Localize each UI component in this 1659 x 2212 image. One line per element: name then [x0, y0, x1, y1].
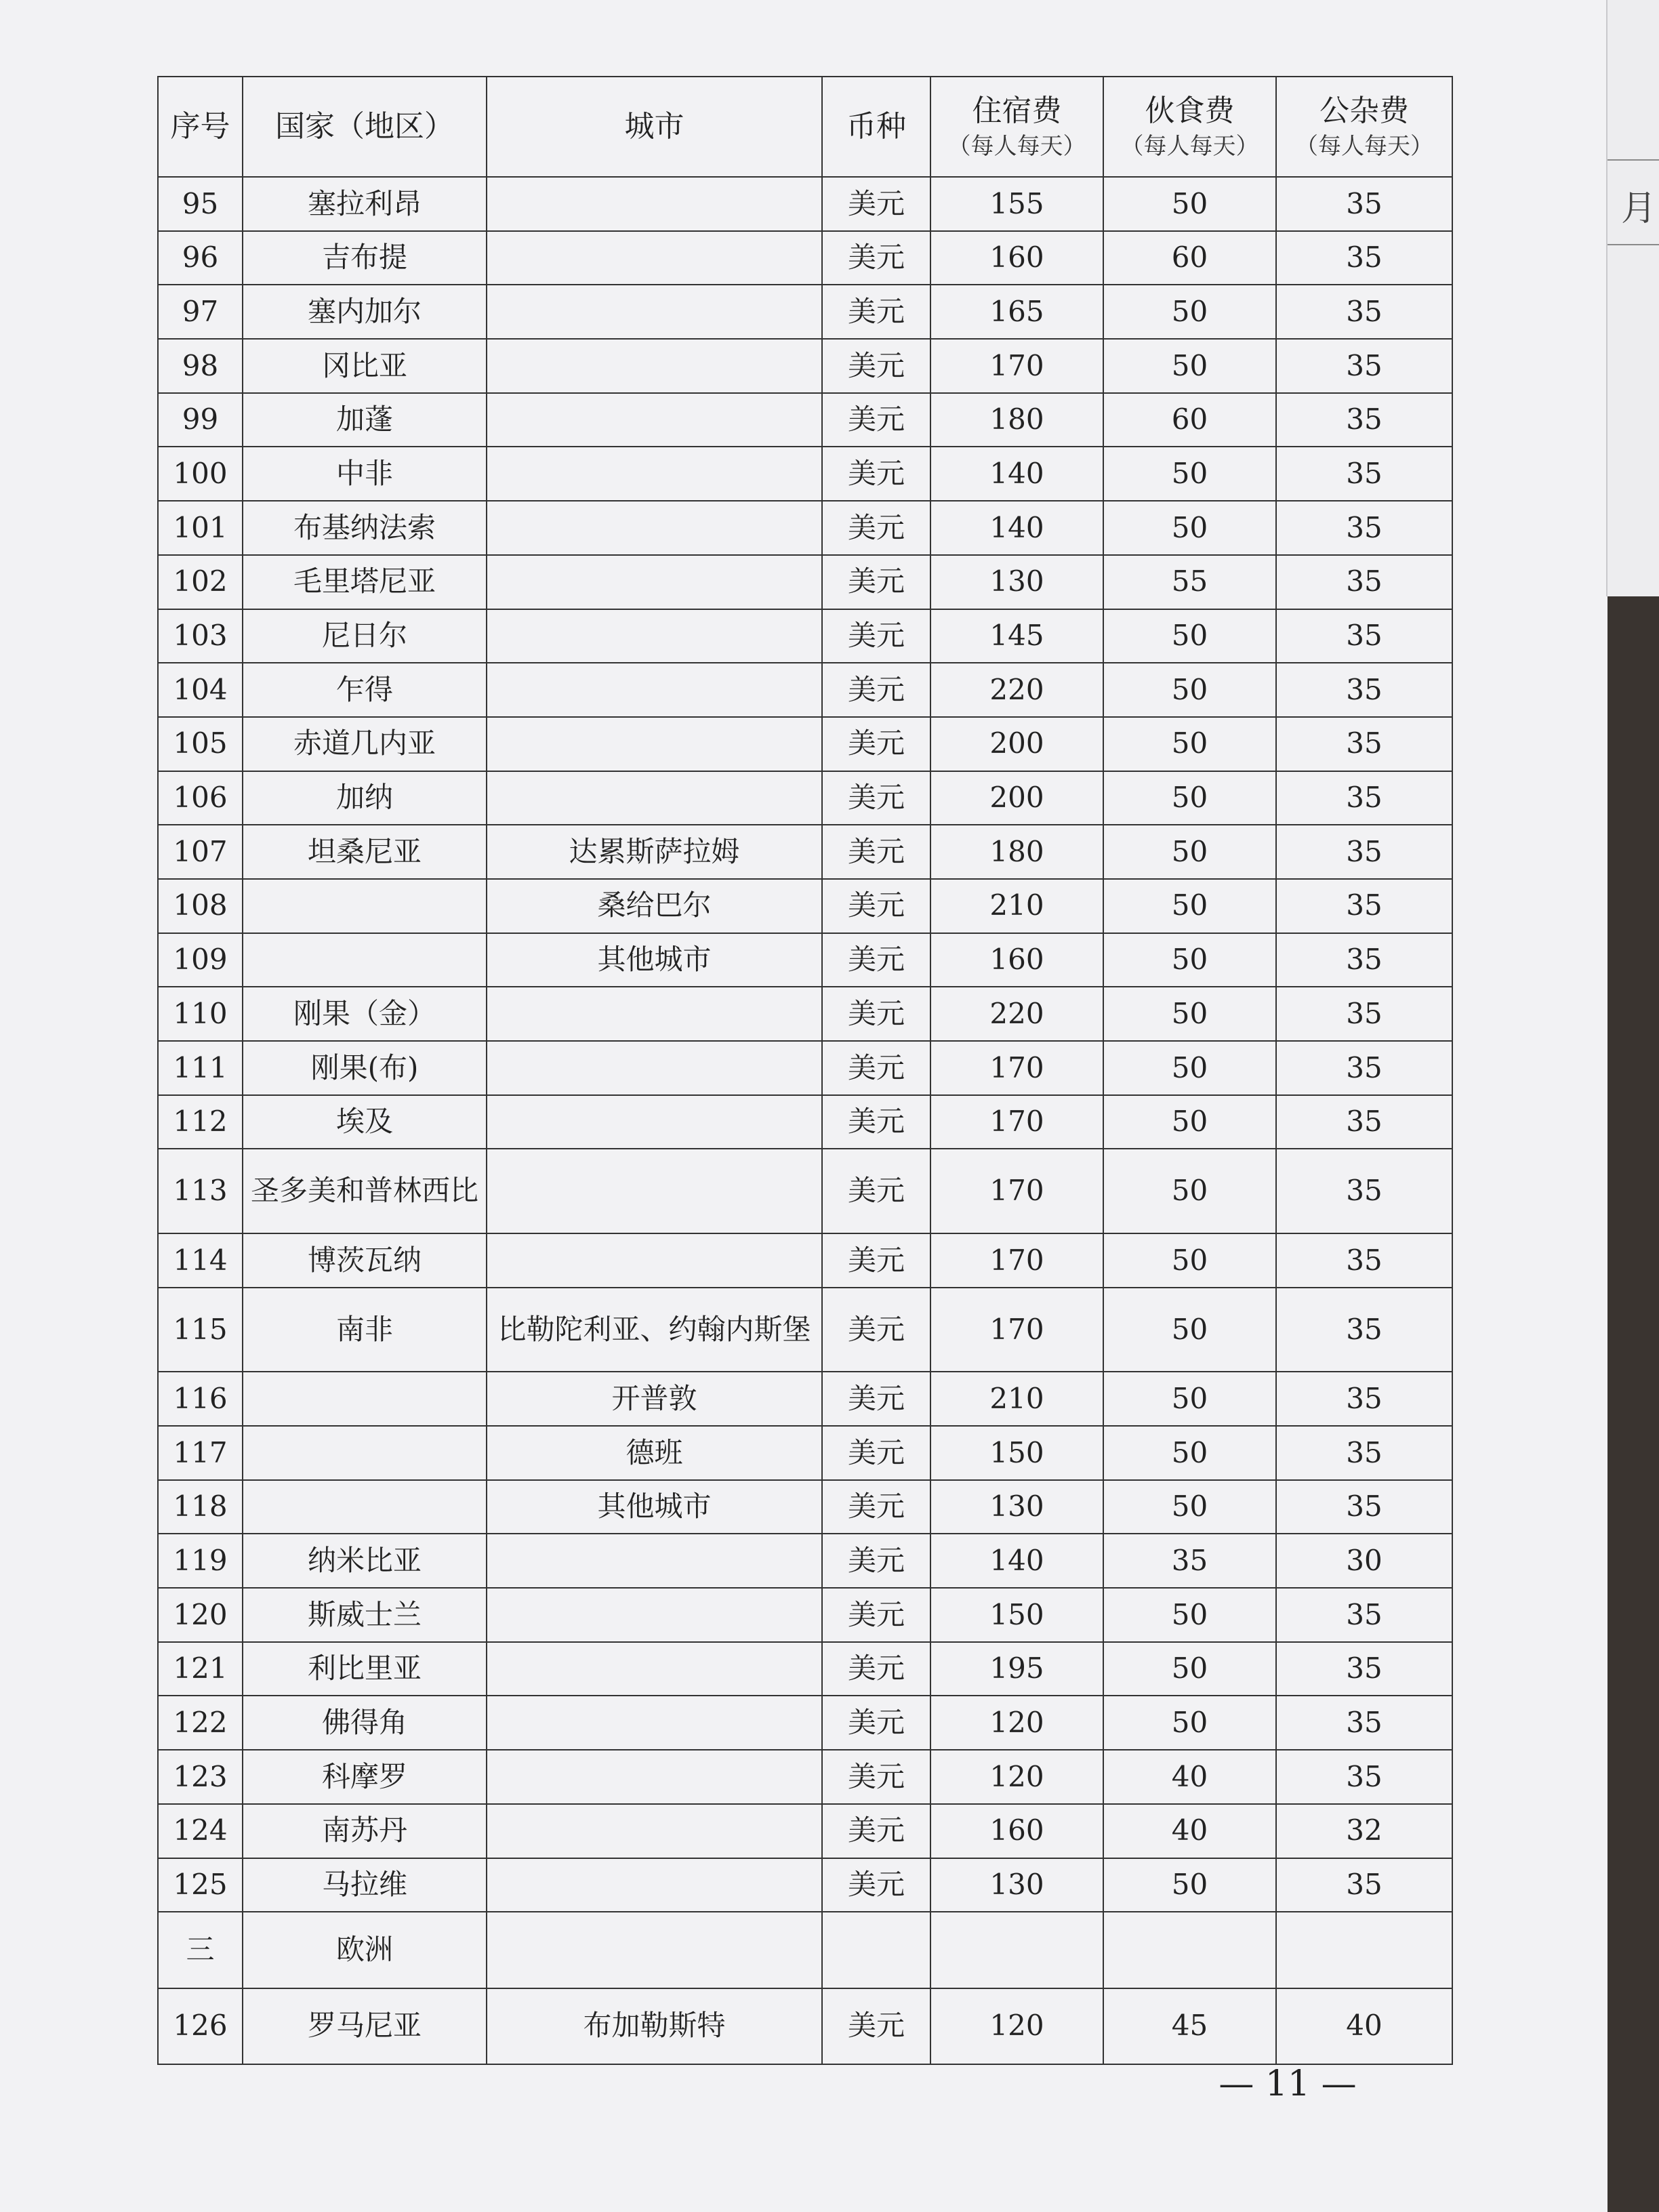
cell-seq: 99: [158, 393, 243, 447]
cell-food: 50: [1103, 177, 1276, 231]
cell-food: 50: [1103, 1642, 1276, 1696]
table-row: [158, 501, 1452, 555]
header-misc-label: 公杂费: [1319, 94, 1409, 129]
background-surface: [1607, 596, 1659, 2212]
cell-lodging: 180: [930, 393, 1103, 447]
cell-city: [487, 393, 822, 447]
cell-currency: 美元: [822, 1426, 930, 1480]
cell-seq: 115: [158, 1288, 243, 1372]
cell-city: [487, 1642, 822, 1696]
cell-lodging: 120: [930, 1696, 1103, 1750]
page-number: — 11 —: [1218, 2064, 1357, 2104]
cell-seq: 118: [158, 1480, 243, 1534]
cell-misc: 35: [1276, 501, 1452, 555]
cell-misc: 35: [1276, 987, 1452, 1041]
header-lodging-label: 住宿费: [972, 94, 1062, 129]
table-header-row: [158, 77, 1452, 177]
table-row: [158, 1696, 1452, 1750]
cell-country: [243, 1426, 487, 1480]
cell-currency: 美元: [822, 1288, 930, 1372]
cell-food: 50: [1103, 1288, 1276, 1372]
cell-currency: 美元: [822, 1858, 930, 1912]
cell-misc: 35: [1276, 1372, 1452, 1426]
cell-food: 40: [1103, 1750, 1276, 1804]
cell-food: 50: [1103, 1858, 1276, 1912]
cell-city: 达累斯萨拉姆: [487, 825, 822, 879]
table-row: [158, 285, 1452, 339]
header-food-unit: （每人每天）: [1120, 132, 1259, 160]
cell-country: 埃及: [243, 1095, 487, 1149]
cell-misc: 40: [1276, 1988, 1452, 2064]
empty-cell: [487, 1912, 822, 1988]
cell-lodging: 150: [930, 1426, 1103, 1480]
cell-country: 中非: [243, 447, 487, 501]
cell-food: 50: [1103, 339, 1276, 393]
adjacent-page-edge: [1606, 0, 1659, 596]
cell-city: [487, 501, 822, 555]
cell-food: 40: [1103, 1804, 1276, 1858]
cell-food: 50: [1103, 987, 1276, 1041]
cell-misc: 35: [1276, 1588, 1452, 1642]
cell-lodging: 170: [930, 1288, 1103, 1372]
cell-country: 毛里塔尼亚: [243, 555, 487, 609]
cell-city: [487, 987, 822, 1041]
cell-food: 50: [1103, 1696, 1276, 1750]
cell-misc: 35: [1276, 825, 1452, 879]
cell-food: 50: [1103, 1233, 1276, 1288]
table-row: [158, 1804, 1452, 1858]
table-row: [158, 1288, 1452, 1372]
cell-misc: 35: [1276, 447, 1452, 501]
cell-currency: 美元: [822, 1750, 930, 1804]
table-row: [158, 231, 1452, 285]
cell-city: [487, 447, 822, 501]
table-body: [158, 177, 1452, 2064]
cell-country: [243, 933, 487, 987]
cell-city: [487, 231, 822, 285]
cell-lodging: 140: [930, 447, 1103, 501]
cell-lodging: 220: [930, 987, 1103, 1041]
table-row: [158, 1233, 1452, 1288]
cell-currency: 美元: [822, 879, 930, 933]
cell-currency: 美元: [822, 555, 930, 609]
cell-lodging: 170: [930, 339, 1103, 393]
cell-food: 50: [1103, 1095, 1276, 1149]
cell-seq: 102: [158, 555, 243, 609]
cell-misc: 35: [1276, 1426, 1452, 1480]
cell-city: [487, 339, 822, 393]
cell-country: 纳米比亚: [243, 1534, 487, 1588]
cell-misc: 35: [1276, 231, 1452, 285]
table-row: [158, 1095, 1452, 1149]
table-row: [158, 447, 1452, 501]
cell-food: 50: [1103, 933, 1276, 987]
cell-country: 布基纳法索: [243, 501, 487, 555]
empty-cell: [930, 1912, 1103, 1988]
cell-currency: 美元: [822, 393, 930, 447]
cell-seq: 96: [158, 231, 243, 285]
table-row: [158, 879, 1452, 933]
cell-country: 马拉维: [243, 1858, 487, 1912]
header-city: 城市: [487, 77, 822, 177]
cell-currency: 美元: [822, 231, 930, 285]
adjacent-page-mark: 月: [1621, 188, 1657, 229]
cell-food: 50: [1103, 501, 1276, 555]
cell-country: 塞内加尔: [243, 285, 487, 339]
cell-city: [487, 1095, 822, 1149]
cell-country: 冈比亚: [243, 339, 487, 393]
cell-lodging: 170: [930, 1095, 1103, 1149]
cell-currency: 美元: [822, 933, 930, 987]
cell-lodging: 130: [930, 555, 1103, 609]
table-row: [158, 1149, 1452, 1233]
cell-currency: 美元: [822, 1534, 930, 1588]
cell-lodging: 155: [930, 177, 1103, 231]
cell-seq: 123: [158, 1750, 243, 1804]
cell-food: 50: [1103, 1480, 1276, 1534]
header-food-label: 伙食费: [1145, 94, 1235, 129]
cell-currency: 美元: [822, 1149, 930, 1233]
cell-misc: 35: [1276, 393, 1452, 447]
cell-seq: 113: [158, 1149, 243, 1233]
cell-city: 开普敦: [487, 1372, 822, 1426]
cell-lodging: 200: [930, 717, 1103, 771]
cell-seq: 116: [158, 1372, 243, 1426]
table-row: [158, 663, 1452, 717]
cell-lodging: 170: [930, 1149, 1103, 1233]
cell-city: [487, 1804, 822, 1858]
cell-country: 加蓬: [243, 393, 487, 447]
section-row: [158, 1912, 1452, 1988]
cell-food: 60: [1103, 393, 1276, 447]
cell-country: [243, 1480, 487, 1534]
cell-country: 罗马尼亚: [243, 1988, 487, 2064]
header-lodging: [930, 77, 1103, 177]
table-row: [158, 393, 1452, 447]
cell-food: 50: [1103, 447, 1276, 501]
cell-food: 50: [1103, 825, 1276, 879]
empty-cell: [1103, 1912, 1276, 1988]
cell-seq: 126: [158, 1988, 243, 2064]
cell-currency: 美元: [822, 987, 930, 1041]
cell-country: 尼日尔: [243, 609, 487, 663]
cell-seq: 111: [158, 1041, 243, 1095]
cell-currency: 美元: [822, 1480, 930, 1534]
table-row: [158, 933, 1452, 987]
cell-lodging: 170: [930, 1041, 1103, 1095]
cell-lodging: 160: [930, 933, 1103, 987]
cell-city: [487, 555, 822, 609]
cell-lodging: 160: [930, 1804, 1103, 1858]
cell-lodging: 165: [930, 285, 1103, 339]
header-misc-unit: （每人每天）: [1295, 132, 1433, 160]
empty-cell: [822, 1912, 930, 1988]
cell-food: 50: [1103, 285, 1276, 339]
cell-misc: 35: [1276, 1149, 1452, 1233]
table-row: [158, 1372, 1452, 1426]
cell-seq: 95: [158, 177, 243, 231]
cell-misc: 35: [1276, 1696, 1452, 1750]
cell-seq: 112: [158, 1095, 243, 1149]
cell-country: 佛得角: [243, 1696, 487, 1750]
cell-country: 赤道几内亚: [243, 717, 487, 771]
cell-seq: 106: [158, 771, 243, 825]
cell-lodging: 195: [930, 1642, 1103, 1696]
table-row: [158, 987, 1452, 1041]
cell-food: 45: [1103, 1988, 1276, 2064]
section-name: 欧洲: [243, 1912, 487, 1988]
header-misc: [1276, 77, 1452, 177]
cell-seq: 100: [158, 447, 243, 501]
cell-country: 利比里亚: [243, 1642, 487, 1696]
cell-currency: 美元: [822, 1642, 930, 1696]
cell-city: [487, 1750, 822, 1804]
cell-misc: 35: [1276, 1750, 1452, 1804]
cell-currency: 美元: [822, 1804, 930, 1858]
cell-country: [243, 879, 487, 933]
cell-seq: 110: [158, 987, 243, 1041]
table-row: [158, 1480, 1452, 1534]
cell-country: 斯威士兰: [243, 1588, 487, 1642]
cell-misc: 35: [1276, 1041, 1452, 1095]
cell-country: 南非: [243, 1288, 487, 1372]
cell-food: 50: [1103, 609, 1276, 663]
cell-seq: 124: [158, 1804, 243, 1858]
cell-food: 50: [1103, 1588, 1276, 1642]
table-row: [158, 825, 1452, 879]
cell-seq: 97: [158, 285, 243, 339]
cell-city: 其他城市: [487, 933, 822, 987]
cell-food: 50: [1103, 1372, 1276, 1426]
cell-city: [487, 285, 822, 339]
cell-misc: 35: [1276, 555, 1452, 609]
cell-city: [487, 1041, 822, 1095]
cell-seq: 98: [158, 339, 243, 393]
header-lodging-unit: （每人每天）: [947, 132, 1086, 160]
table-row: [158, 1858, 1452, 1912]
cell-seq: 108: [158, 879, 243, 933]
cell-misc: 35: [1276, 879, 1452, 933]
cell-currency: 美元: [822, 177, 930, 231]
section-seq: 三: [158, 1912, 243, 1988]
table-row: [158, 555, 1452, 609]
cell-seq: 119: [158, 1534, 243, 1588]
cell-country: 刚果（金）: [243, 987, 487, 1041]
cell-city: 比勒陀利亚、约翰内斯堡: [487, 1288, 822, 1372]
cell-seq: 122: [158, 1696, 243, 1750]
cell-misc: 35: [1276, 771, 1452, 825]
cell-city: 德班: [487, 1426, 822, 1480]
cell-food: 50: [1103, 771, 1276, 825]
table-row: [158, 339, 1452, 393]
cell-misc: 35: [1276, 1642, 1452, 1696]
cell-city: [487, 177, 822, 231]
cell-seq: 104: [158, 663, 243, 717]
cell-misc: 30: [1276, 1534, 1452, 1588]
cell-misc: 35: [1276, 339, 1452, 393]
cell-currency: 美元: [822, 1588, 930, 1642]
cell-currency: 美元: [822, 663, 930, 717]
adjacent-page-rule: [1607, 159, 1659, 161]
cell-city: [487, 663, 822, 717]
header-country: 国家（地区）: [243, 77, 487, 177]
cell-misc: 35: [1276, 663, 1452, 717]
cell-seq: 105: [158, 717, 243, 771]
cell-city: [487, 1696, 822, 1750]
cell-misc: 35: [1276, 177, 1452, 231]
cell-misc: 35: [1276, 1233, 1452, 1288]
adjacent-page-rule: [1607, 244, 1659, 245]
cell-city: 其他城市: [487, 1480, 822, 1534]
cell-lodging: 120: [930, 1988, 1103, 2064]
table-row: [158, 1588, 1452, 1642]
cell-lodging: 145: [930, 609, 1103, 663]
table-row: [158, 771, 1452, 825]
cell-country: 乍得: [243, 663, 487, 717]
cell-country: 博茨瓦纳: [243, 1233, 487, 1288]
cell-lodging: 210: [930, 879, 1103, 933]
cell-currency: 美元: [822, 717, 930, 771]
table-row: [158, 1642, 1452, 1696]
cell-currency: 美元: [822, 771, 930, 825]
table-row: [158, 1426, 1452, 1480]
cell-lodging: 140: [930, 1534, 1103, 1588]
cell-lodging: 140: [930, 501, 1103, 555]
cell-misc: 35: [1276, 933, 1452, 987]
cell-lodging: 120: [930, 1750, 1103, 1804]
cell-currency: 美元: [822, 339, 930, 393]
cell-currency: 美元: [822, 501, 930, 555]
cell-food: 50: [1103, 1149, 1276, 1233]
cell-seq: 103: [158, 609, 243, 663]
cell-seq: 117: [158, 1426, 243, 1480]
cell-country: 科摩罗: [243, 1750, 487, 1804]
cell-city: 桑给巴尔: [487, 879, 822, 933]
cell-currency: 美元: [822, 447, 930, 501]
fee-table: [157, 76, 1453, 2065]
table-row: [158, 177, 1452, 231]
cell-seq: 109: [158, 933, 243, 987]
cell-seq: 125: [158, 1858, 243, 1912]
table-row: [158, 1041, 1452, 1095]
cell-lodging: 160: [930, 231, 1103, 285]
table-row: [158, 1988, 1452, 2064]
cell-city: [487, 1233, 822, 1288]
table-row: [158, 609, 1452, 663]
cell-food: 50: [1103, 717, 1276, 771]
cell-seq: 121: [158, 1642, 243, 1696]
cell-city: [487, 609, 822, 663]
table-row: [158, 1750, 1452, 1804]
cell-currency: 美元: [822, 1372, 930, 1426]
cell-currency: 美元: [822, 609, 930, 663]
cell-food: 50: [1103, 879, 1276, 933]
cell-country: [243, 1372, 487, 1426]
cell-lodging: 150: [930, 1588, 1103, 1642]
cell-food: 35: [1103, 1534, 1276, 1588]
cell-currency: 美元: [822, 1988, 930, 2064]
cell-lodging: 220: [930, 663, 1103, 717]
cell-city: [487, 771, 822, 825]
cell-country: 圣多美和普林西比: [243, 1149, 487, 1233]
cell-misc: 35: [1276, 285, 1452, 339]
cell-food: 50: [1103, 1426, 1276, 1480]
cell-seq: 107: [158, 825, 243, 879]
cell-misc: 35: [1276, 1288, 1452, 1372]
table-row: [158, 1534, 1452, 1588]
cell-lodging: 170: [930, 1233, 1103, 1288]
cell-misc: 32: [1276, 1804, 1452, 1858]
table-row: [158, 717, 1452, 771]
cell-country: 刚果(布): [243, 1041, 487, 1095]
cell-lodging: 210: [930, 1372, 1103, 1426]
cell-country: 塞拉利昂: [243, 177, 487, 231]
cell-seq: 120: [158, 1588, 243, 1642]
cell-lodging: 130: [930, 1480, 1103, 1534]
cell-misc: 35: [1276, 1480, 1452, 1534]
cell-misc: 35: [1276, 1095, 1452, 1149]
cell-country: 吉布提: [243, 231, 487, 285]
cell-city: [487, 1534, 822, 1588]
cell-country: 坦桑尼亚: [243, 825, 487, 879]
header-seq: 序号: [158, 77, 243, 177]
cell-currency: 美元: [822, 1041, 930, 1095]
cell-misc: 35: [1276, 609, 1452, 663]
cell-lodging: 180: [930, 825, 1103, 879]
empty-cell: [1276, 1912, 1452, 1988]
header-food: [1103, 77, 1276, 177]
cell-city: [487, 1149, 822, 1233]
cell-food: 55: [1103, 555, 1276, 609]
cell-food: 60: [1103, 231, 1276, 285]
cell-city: 布加勒斯特: [487, 1988, 822, 2064]
cell-currency: 美元: [822, 1095, 930, 1149]
cell-seq: 101: [158, 501, 243, 555]
cell-city: [487, 1858, 822, 1912]
cell-city: [487, 717, 822, 771]
cell-lodging: 200: [930, 771, 1103, 825]
cell-food: 50: [1103, 1041, 1276, 1095]
cell-lodging: 130: [930, 1858, 1103, 1912]
cell-currency: 美元: [822, 1233, 930, 1288]
cell-currency: 美元: [822, 825, 930, 879]
cell-country: 加纳: [243, 771, 487, 825]
cell-food: 50: [1103, 663, 1276, 717]
cell-misc: 35: [1276, 717, 1452, 771]
header-currency: 币种: [822, 77, 930, 177]
cell-country: 南苏丹: [243, 1804, 487, 1858]
cell-city: [487, 1588, 822, 1642]
cell-currency: 美元: [822, 285, 930, 339]
cell-seq: 114: [158, 1233, 243, 1288]
cell-currency: 美元: [822, 1696, 930, 1750]
cell-misc: 35: [1276, 1858, 1452, 1912]
